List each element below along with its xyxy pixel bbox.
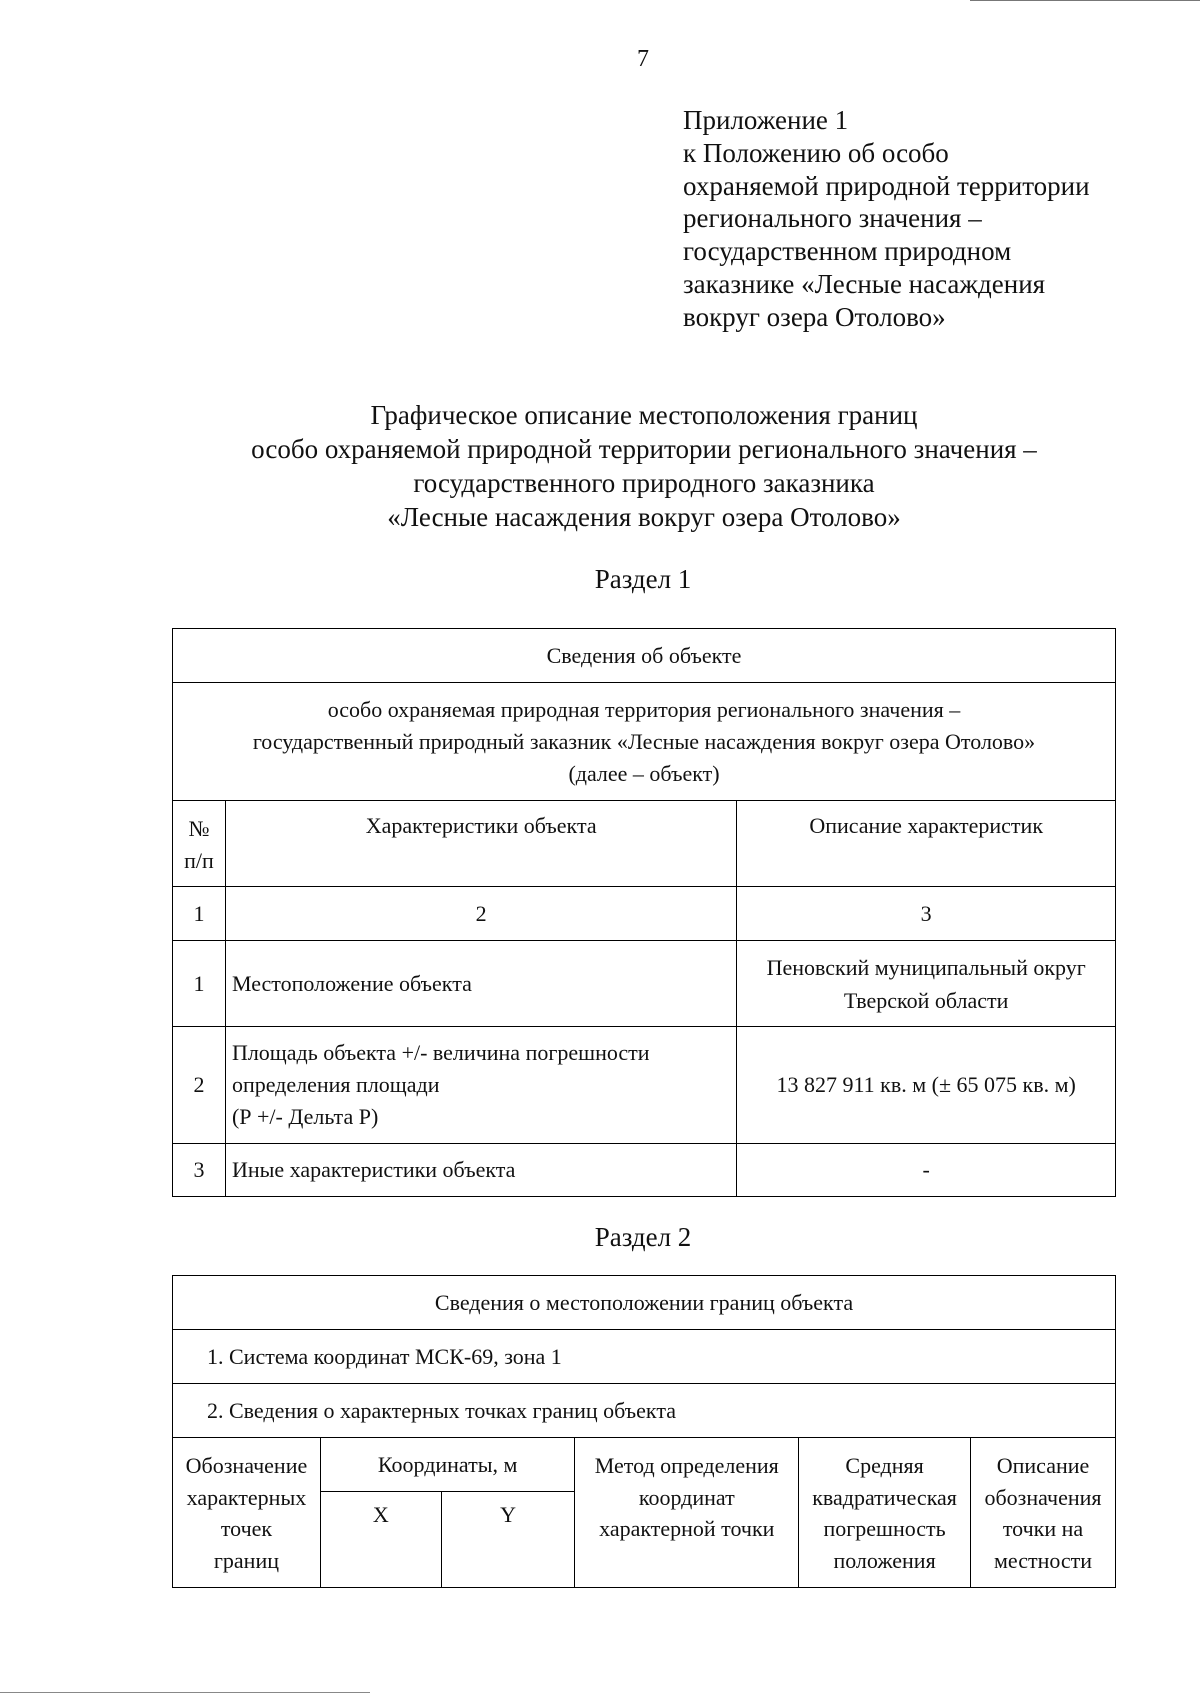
- object-line: (далее – объект): [568, 760, 720, 786]
- scan-edge-line: [970, 0, 1200, 1]
- col-header-x: X: [320, 1492, 441, 1588]
- title-line: государственного природного заказника: [413, 468, 875, 498]
- object-line: особо охраняемая природная территория регионального значения –: [327, 696, 961, 722]
- appendix-line: Приложение 1: [683, 105, 849, 135]
- appendix-block: [683, 104, 1090, 334]
- table-row: [173, 1144, 1116, 1197]
- row-description: 13 827 911 кв. м (± 65 075 кв. м): [737, 1027, 1116, 1144]
- title-line: особо охраняемой природной территории регионального значения –: [251, 434, 1037, 464]
- column-number: 1: [173, 887, 226, 941]
- scan-edge-line-bottom: [0, 1692, 370, 1693]
- appendix-line: заказнике «Лесные насаждения: [683, 268, 1046, 299]
- appendix-line: регионального значения –: [683, 203, 982, 234]
- object-info-table: [172, 628, 1116, 1197]
- coord-system-row: 1. Система координат МСК-69, зона 1: [173, 1330, 1116, 1384]
- table-header: Сведения о местоположении границ объекта: [173, 1276, 1116, 1330]
- col-header-location: Описание обозначения точки на местности: [971, 1438, 1116, 1588]
- appendix-line: государственном природном: [683, 236, 1012, 267]
- col-header-y: Y: [441, 1492, 575, 1588]
- column-number: 2: [225, 887, 736, 941]
- row-characteristic: Площадь объекта +/- величина погрешности определения площади (Р +/- Дельта Р): [225, 1027, 736, 1144]
- object-line: государственный природный заказник «Лесные насаждения вокруг озера Отолово»: [252, 728, 1036, 754]
- col-header-error: Средняя квадратическая погрешность положения: [799, 1438, 971, 1588]
- column-number: 3: [737, 887, 1116, 941]
- col-header-method: Метод определения координат характерной точки: [575, 1438, 799, 1588]
- appendix-line: вокруг озера Отолово»: [683, 301, 946, 332]
- col-header-characteristics: Характеристики объекта: [225, 801, 736, 887]
- row-characteristic: Местоположение объекта: [225, 941, 736, 1027]
- object-name-cell: [173, 683, 1116, 801]
- section2-heading: Раздел 2: [594, 1222, 692, 1252]
- points-info-row: 2. Сведения о характерных точках границ объекта: [173, 1384, 1116, 1438]
- row-num: 3: [173, 1144, 226, 1197]
- col-header-num: № п/п: [173, 801, 226, 887]
- title-line: «Лесные насаждения вокруг озера Отолово»: [387, 502, 901, 532]
- table-row: [173, 941, 1116, 1027]
- table-header: Сведения об объекте: [173, 629, 1116, 683]
- row-characteristic: Иные характеристики объекта: [225, 1144, 736, 1197]
- boundary-table: [172, 1275, 1116, 1588]
- row-num: 1: [173, 941, 226, 1027]
- row-num: 2: [173, 1027, 226, 1144]
- row-description: Пеновский муниципальный округ Тверской области: [737, 941, 1116, 1027]
- document-title: [200, 398, 1088, 534]
- col-header-designation: Обозначение характерных точек границ: [173, 1438, 321, 1588]
- col-header-description: Описание характеристик: [737, 801, 1116, 887]
- section1-heading: Раздел 1: [594, 564, 692, 594]
- appendix-line: охраняемой природной территории: [683, 170, 1090, 201]
- page-number: 7: [637, 46, 649, 72]
- table-row: [173, 1027, 1116, 1144]
- col-header-coordinates: Координаты, м: [320, 1438, 575, 1492]
- title-line: Графическое описание местоположения границ: [370, 400, 918, 430]
- row-description: -: [737, 1144, 1116, 1197]
- appendix-line: к Положению об особо: [683, 137, 949, 168]
